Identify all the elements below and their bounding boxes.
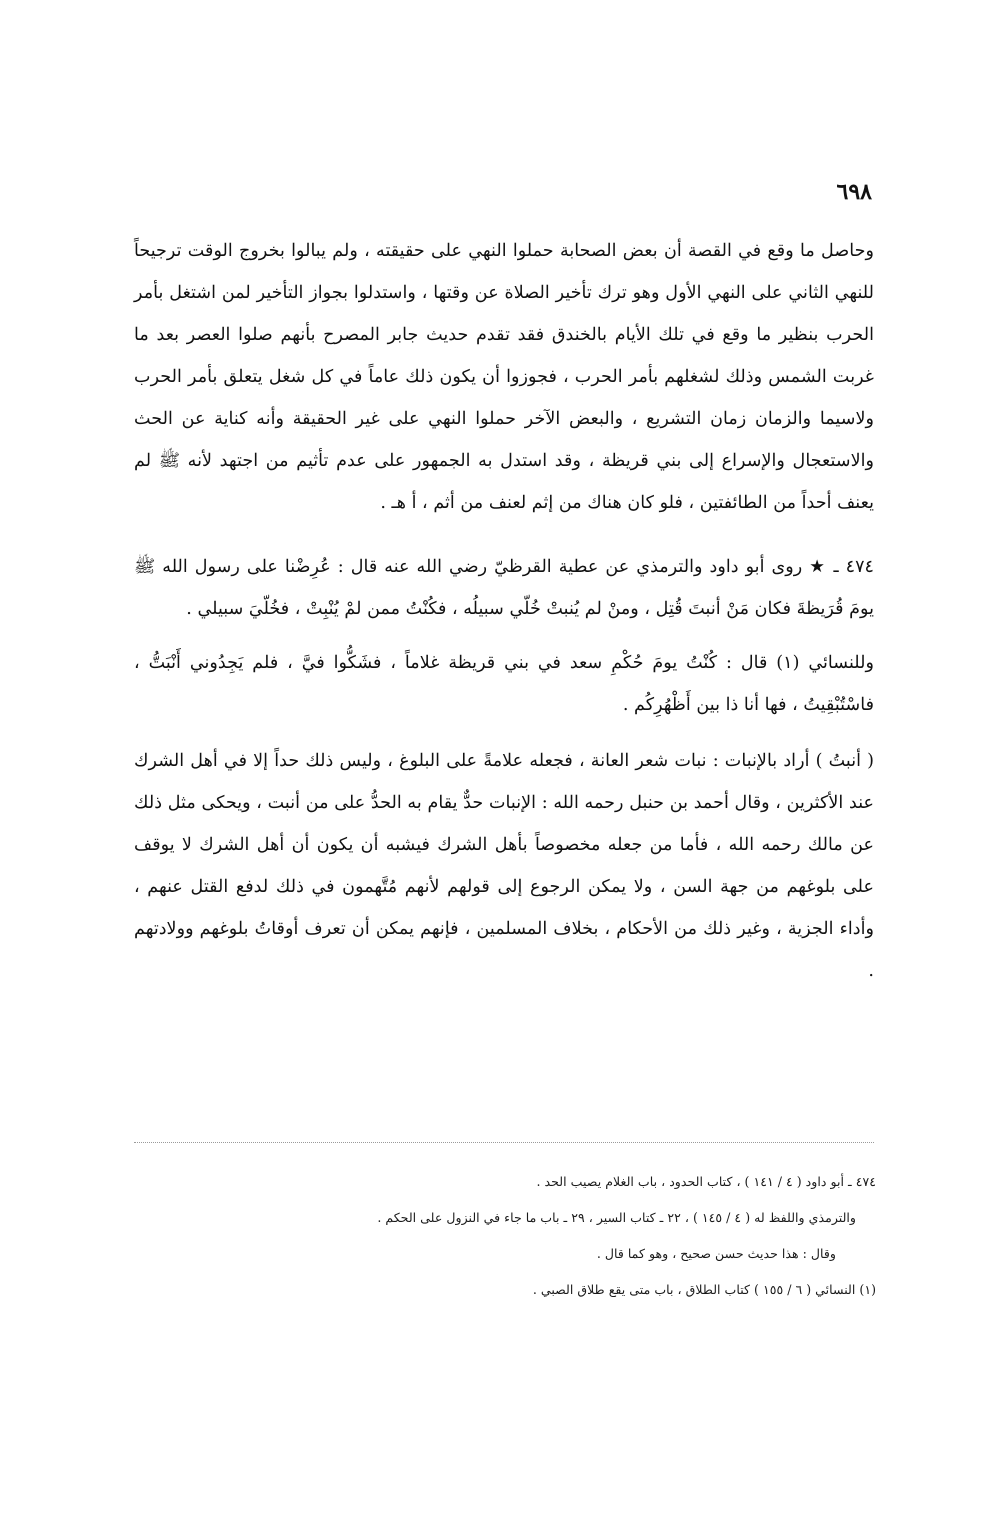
paragraph-hadith-474: ٤٧٤ ـ ★ روى أبو داود والترمذي عن عطية القرظيّ رضي الله عنه قال : عُرِضْنا على رسول الله ﷺ يومَ قُرَيظةَ فكان مَنْ أنبتَ قُتِل ، ومنْ لم يُنبتْ خُلّي سبيلُه ، فكُنْتُ ممن لمْ يُنْبِتْ ، فخُلّيَ سبيلي . (134, 557, 874, 619)
paragraph-nasai-narration: وللنسائي (١) قال : كُنْتُ يومَ حُكْمِ سعد في بني قريظة غلاماً ، فشَكُّوا فيَّ ، فلم يَجِدُوني أَنْبَتُّ ، فاسْتُبْقِيتُ ، فها أنا ذا بين أَظْهُرِكُم . (134, 653, 874, 715)
footnote-line: (١) النسائي ( ٦ / ١٥٥ ) كتاب الطلاق ، باب متى يقع طلاق الصبي . (532, 1282, 876, 1297)
paragraph-explanation: ( أنبتُ ) أراد بالإنبات : نبات شعر العانة ، فجعله علامةً على البلوغ ، وليس ذلك حداً إلا في أهل الشرك عند الأكثرين ، وقال أحمد بن حنبل رحمه الله : الإنبات حدٌّ يقام به الحدُّ على من أنبت ، ويحكى مثل ذلك عن مالك رحمه الله ، فأما من جعله مخصوصاً بأهل الشرك فيشبه أن يكون أن أهل الشرك لا يوقف على بلوغهم من جهة السن ، ولا يمكن الرجوع إلى قولهم لأنهم مُتَّهمون في ذلك لدفع القتل عنهم ، وأداء الجزية ، وغير ذلك من الأحكام ، بخلاف المسلمين ، فإنهم يمكن أن تعرف أوقاتُ بلوغهم وولادتهم . (134, 751, 874, 981)
footnotes (131, 1164, 876, 1308)
footnote-line: وقال : هذا حديث حسن صحيح ، وهو كما قال . (596, 1246, 836, 1261)
page-number: ٦٩٨ (836, 179, 872, 205)
footnote-line: والترمذي واللفظ له ( ٤ / ١٤٥ ) ، ٢٢ ـ كتاب السير ، ٢٩ ـ باب ما جاء في النزول على الحكم . (377, 1210, 856, 1225)
footnote-separator (134, 1142, 874, 1143)
footnote-line: ٤٧٤ ـ أبو داود ( ٤ / ١٤١ ) ، كتاب الحدود ، باب الغلام يصيب الحد . (536, 1174, 876, 1189)
paragraph-commentary: وحاصل ما وقع في القصة أن بعض الصحابة حملوا النهي على حقيقته ، ولم يبالوا بخروج الوقت ترجيحاً للنهي الثاني على النهي الأول وهو ترك تأخير الصلاة عن وقتها ، واستدلوا بجواز التأخير لمن اشتغل بأمر الحرب بنظير ما وقع في تلك الأيام بالخندق فقد تقدم حديث جابر المصرح بأنهم صلوا العصر بعد ما غربت الشمس وذلك لشغلهم بأمر الحرب ، فجوزوا أن يكون ذلك عاماً في كل شغل يتعلق بأمر الحرب ولاسيما والزمان زمان التشريع ، والبعض الآخر حملوا النهي على غير الحقيقة وأنه كناية عن الحث والاستعجال والإسراع إلى بني قريظة ، وقد استدل به الجمهور على عدم تأثيم من اجتهد لأنه ﷺ لم يعنف أحداً من الطائفتين ، فلو كان هناك من إثم لعنف من أثم ، أ هـ . (134, 241, 874, 513)
main-text (134, 230, 874, 992)
